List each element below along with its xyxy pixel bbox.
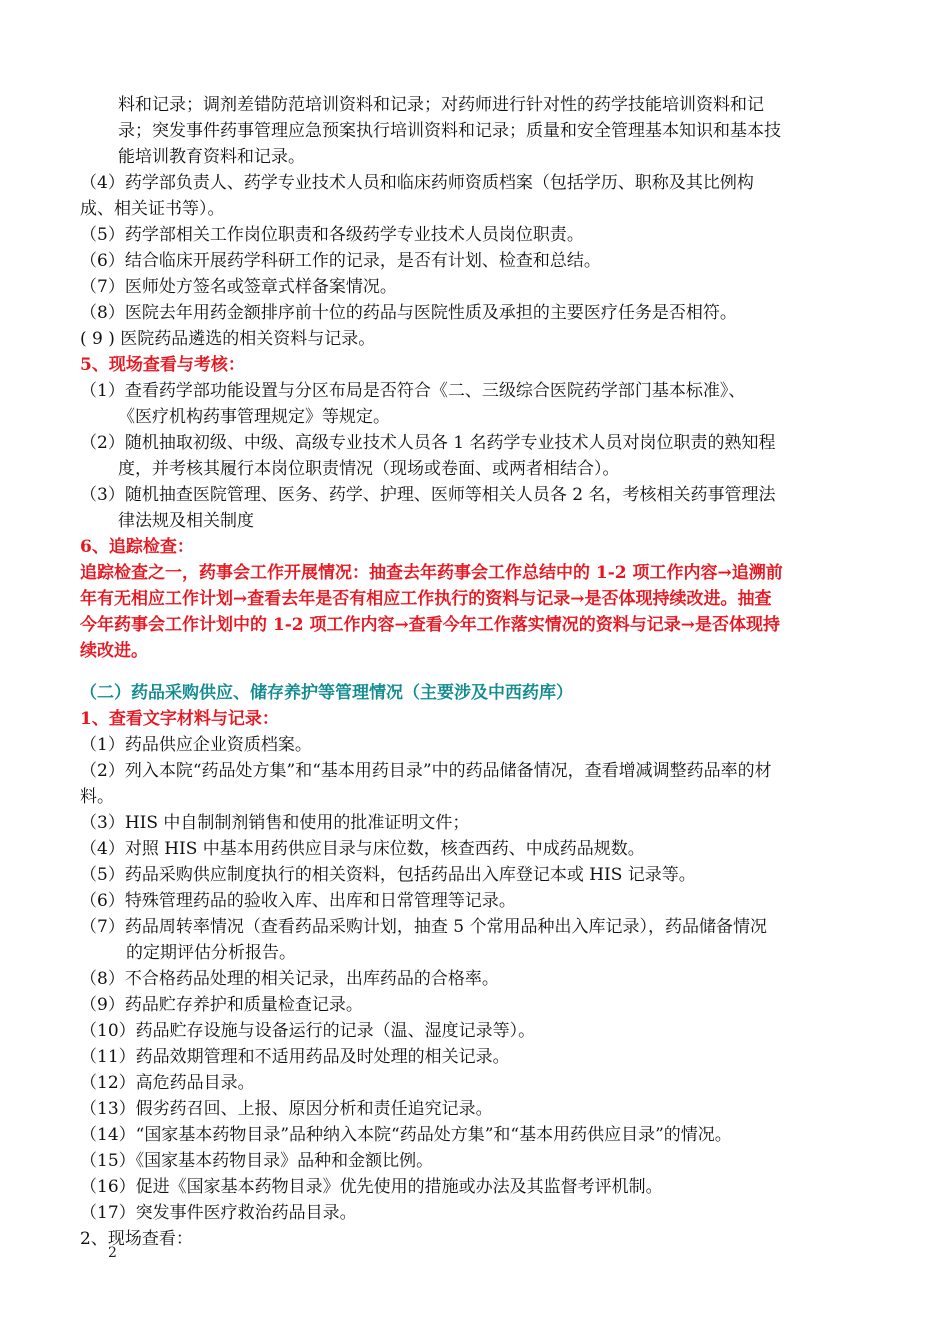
text-line: （5）药品采购供应制度执行的相关资料，包括药品出入库登记本或 HIS 记录等。 <box>80 865 696 885</box>
text-line: （二）药品采购供应、储存养护等管理情况（主要涉及中西药库） <box>80 683 573 703</box>
text-line: 5、现场查看与考核： <box>80 355 245 375</box>
text-line: （17）突发事件医疗救治药品目录。 <box>80 1203 357 1223</box>
text-line: （4）对照 HIS 中基本用药供应目录与床位数，核查西药、中成药品规数。 <box>80 839 645 859</box>
text-line: （12）高危药品目录。 <box>80 1073 255 1093</box>
text-line: 今年药事会工作计划中的 1-2 项工作内容→查看今年工作落实情况的资料与记录→是否体现持 <box>80 615 781 635</box>
text-line: （5）药学部相关工作岗位职责和各级药学专业技术人员岗位职责。 <box>80 225 584 245</box>
text-line: （8）医院去年用药金额排序前十位的药品与医院性质及承担的主要医疗任务是否相符。 <box>80 303 737 323</box>
text-line: 年有无相应工作计划→查看去年是否有相应工作执行的资料与记录→是否体现持续改进。抽查 <box>80 589 772 609</box>
text-line: （6）特殊管理药品的验收入库、出库和日常管理等记录。 <box>80 891 516 911</box>
text-line: （10）药品贮存设施与设备运行的记录（温、湿度记录等）。 <box>80 1021 536 1041</box>
text-line: 料。 <box>80 787 114 807</box>
text-line: （1）药品供应企业资质档案。 <box>80 735 312 755</box>
text-line: （3）HIS 中自制制剂销售和使用的批准证明文件； <box>80 813 470 833</box>
text-line: 1、查看文字材料与记录： <box>80 709 279 729</box>
text-line: （13）假劣药召回、上报、原因分析和责任追究记录。 <box>80 1099 493 1119</box>
text-line: 料和记录；调剂差错防范培训资料和记录；对药师进行针对性的药学技能培训资料和记 <box>118 95 764 115</box>
text-line: （9）药品贮存养护和质量检查记录。 <box>80 995 363 1015</box>
text-line: （16）促进《国家基本药物目录》优先使用的措施或办法及其监督考评机制。 <box>80 1177 663 1197</box>
text-line: 2、现场查看： <box>80 1229 193 1249</box>
text-line: ( 9 ) 医院药品遴选的相关资料与记录。 <box>80 329 376 349</box>
text-line: （2）列入本院“药品处方集”和“基本用药目录”中的药品储备情况，查看增减调整药品率的材 <box>80 761 772 781</box>
text-line: 成、相关证书等）。 <box>80 199 225 219</box>
text-line: （7）医师处方签名或签章式样备案情况。 <box>80 277 397 297</box>
text-line: （11）药品效期管理和不适用药品及时处理的相关记录。 <box>80 1047 510 1067</box>
text-line: （8）不合格药品处理的相关记录，出库药品的合格率。 <box>80 969 499 989</box>
text-line: （6）结合临床开展药学科研工作的记录，是否有计划、检查和总结。 <box>80 251 601 271</box>
text-line: （3）随机抽查医院管理、医务、药学、护理、医师等相关人员各 2 名，考核相关药事管理法 <box>80 485 776 505</box>
text-line: 录；突发事件药事管理应急预案执行培训资料和记录；质量和安全管理基本知识和基本技 <box>118 121 781 141</box>
text-line: （14）“国家基本药物目录”品种纳入本院“药品处方集”和“基本用药供应目录”的情况。 <box>80 1125 732 1145</box>
text-line: 《医疗机构药事管理规定》等规定。 <box>118 407 390 427</box>
text-line: 追踪检查之一，药事会工作开展情况：抽查去年药事会工作总结中的 1-2 项工作内容→追溯前 <box>80 563 783 583</box>
text-line: （4）药学部负责人、药学专业技术人员和临床药师资质档案（包括学历、职称及其比例构 <box>80 173 754 193</box>
text-line: （15）《国家基本药物目录》品种和金额比例。 <box>80 1151 434 1171</box>
text-line: 的定期评估分析报告。 <box>126 943 296 963</box>
text-line: （2）随机抽取初级、中级、高级专业技术人员各 1 名药学专业技术人员对岗位职责的熟知程 <box>80 433 776 453</box>
text-line: 能培训教育资料和记录。 <box>118 147 305 167</box>
page-number: 2 <box>108 1245 117 1261</box>
text-line: （7）药品周转率情况（查看药品采购计划，抽查 5 个常用品种出入库记录），药品储备情况 <box>80 917 767 937</box>
text-line: 6、追踪检查： <box>80 537 194 557</box>
text-line: 律法规及相关制度 <box>118 511 254 531</box>
text-line: 度，并考核其履行本岗位职责情况（现场或卷面、或两者相结合）。 <box>118 459 620 479</box>
text-line: （1）查看药学部功能设置与分区布局是否符合《二、三级综合医院药学部门基本标准》、 <box>80 381 746 401</box>
text-line: 续改进。 <box>80 641 148 661</box>
